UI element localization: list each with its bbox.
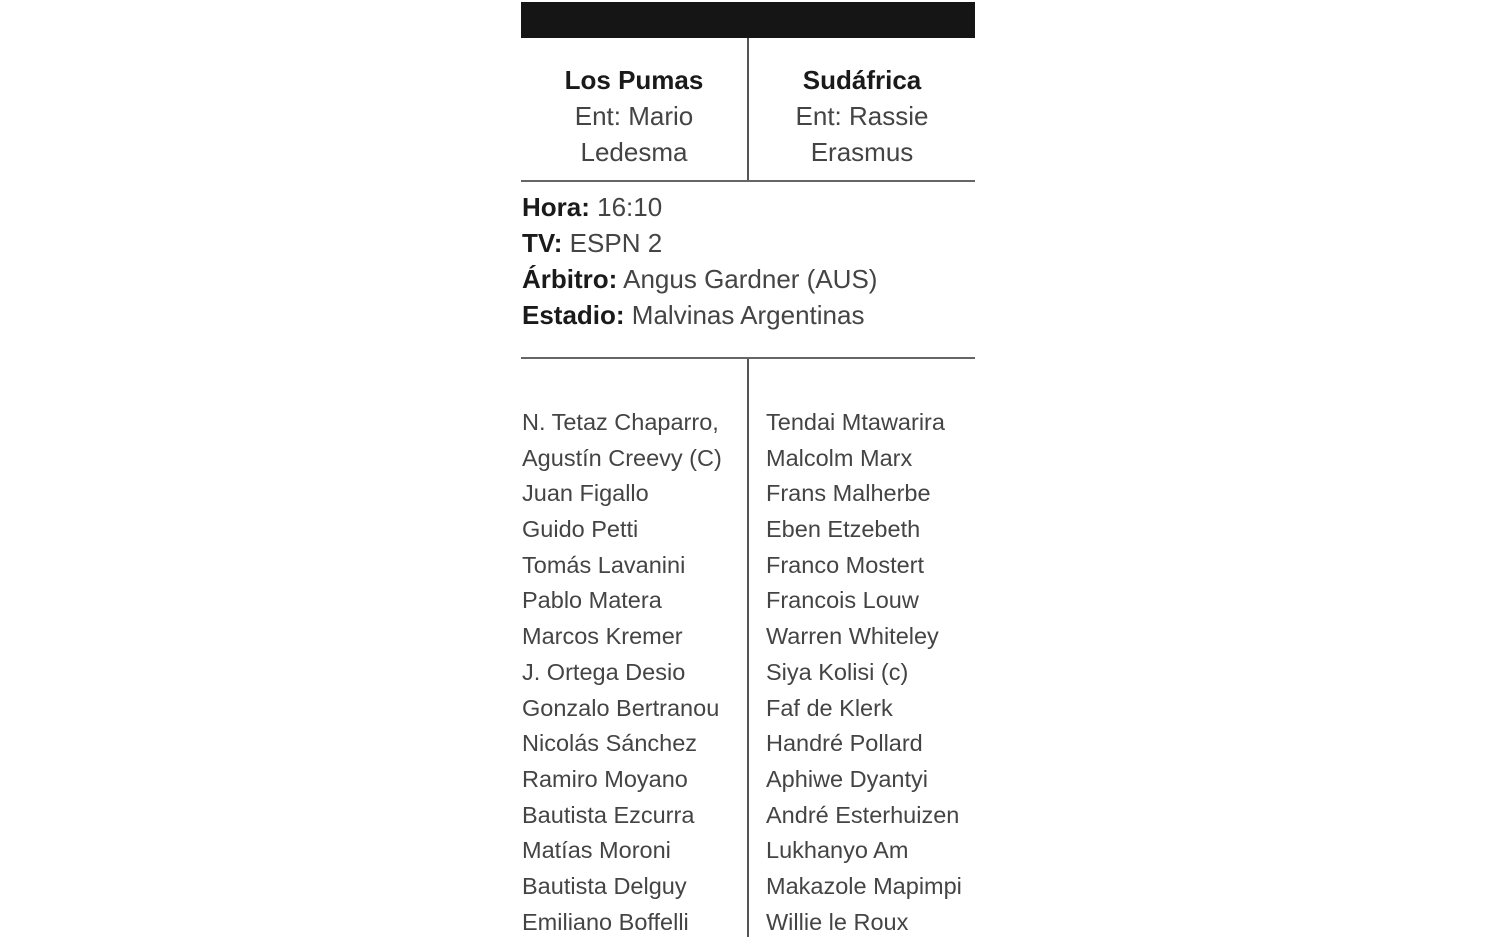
home-player: Agustín Creevy (C) xyxy=(522,444,722,471)
away-player: Handré Pollard xyxy=(766,730,923,757)
info-tv-value: ESPN 2 xyxy=(562,228,663,258)
home-player: Ramiro Moyano xyxy=(522,765,688,792)
away-player: Eben Etzebeth xyxy=(766,516,921,543)
home-team-name: Los Pumas xyxy=(564,65,704,95)
home-player: Pablo Matera xyxy=(522,587,662,614)
away-player: Lukhanyo Am xyxy=(766,837,909,864)
home-team-block xyxy=(521,62,747,170)
home-coach-line2: Ledesma xyxy=(580,137,688,167)
home-player: N. Tetaz Chaparro, xyxy=(522,409,719,435)
info-time-label: Hora: xyxy=(522,192,590,222)
lineup-divider xyxy=(747,358,749,937)
info-referee xyxy=(522,261,877,297)
info-stadium-value: Malvinas Argentinas xyxy=(624,300,865,330)
home-player: Emiliano Boffelli xyxy=(522,908,689,935)
home-lineup xyxy=(522,405,722,940)
info-time-value: 16:10 xyxy=(589,192,663,222)
info-referee-label: Árbitro: xyxy=(522,264,618,294)
away-player: Warren Whiteley xyxy=(766,623,939,650)
home-player: Nicolás Sánchez xyxy=(522,730,698,757)
info-stadium xyxy=(522,297,877,333)
away-player: Siya Kolisi (c) xyxy=(766,658,909,685)
info-rule xyxy=(521,357,975,359)
info-time xyxy=(522,189,877,225)
info-tv-label: TV: xyxy=(522,228,563,258)
header-bar xyxy=(521,2,975,38)
info-referee-value: Angus Gardner (AUS) xyxy=(617,264,878,294)
home-player: Gonzalo Bertranou xyxy=(522,694,720,721)
away-player: Willie le Roux xyxy=(766,908,909,935)
away-player: Francois Louw xyxy=(766,587,919,614)
home-player: Tomás Lavanini xyxy=(522,551,686,578)
away-player: Aphiwe Dyantyi xyxy=(766,765,928,792)
away-player: Faf de Klerk xyxy=(766,694,893,721)
info-stadium-label: Estadio: xyxy=(522,300,625,330)
home-player: Juan Figallo xyxy=(522,480,649,507)
home-player: Guido Petti xyxy=(522,516,639,543)
away-player: Makazole Mapimpi xyxy=(766,872,962,899)
away-team-name: Sudáfrica xyxy=(802,65,922,95)
home-coach-line1: Ent: Mario xyxy=(574,101,694,131)
away-player: Frans Malherbe xyxy=(766,480,931,507)
header-rule xyxy=(521,180,975,182)
match-info xyxy=(522,189,877,333)
home-player: Bautista Ezcurra xyxy=(522,801,695,828)
home-player: Marcos Kremer xyxy=(522,623,683,650)
info-tv xyxy=(522,225,877,261)
home-player: Bautista Delguy xyxy=(522,872,687,899)
home-player: J. Ortega Desio xyxy=(522,658,686,685)
away-player: Franco Mostert xyxy=(766,551,925,578)
away-team-block xyxy=(749,62,975,170)
away-player: Malcolm Marx xyxy=(766,444,913,471)
away-coach-line1: Ent: Rassie xyxy=(795,101,929,131)
away-coach-line2: Erasmus xyxy=(810,137,914,167)
home-player: Matías Moroni xyxy=(522,837,671,864)
away-player: André Esterhuizen xyxy=(766,801,960,828)
away-player: Tendai Mtawarira xyxy=(766,409,945,435)
match-card xyxy=(521,0,975,937)
away-lineup xyxy=(766,405,962,940)
